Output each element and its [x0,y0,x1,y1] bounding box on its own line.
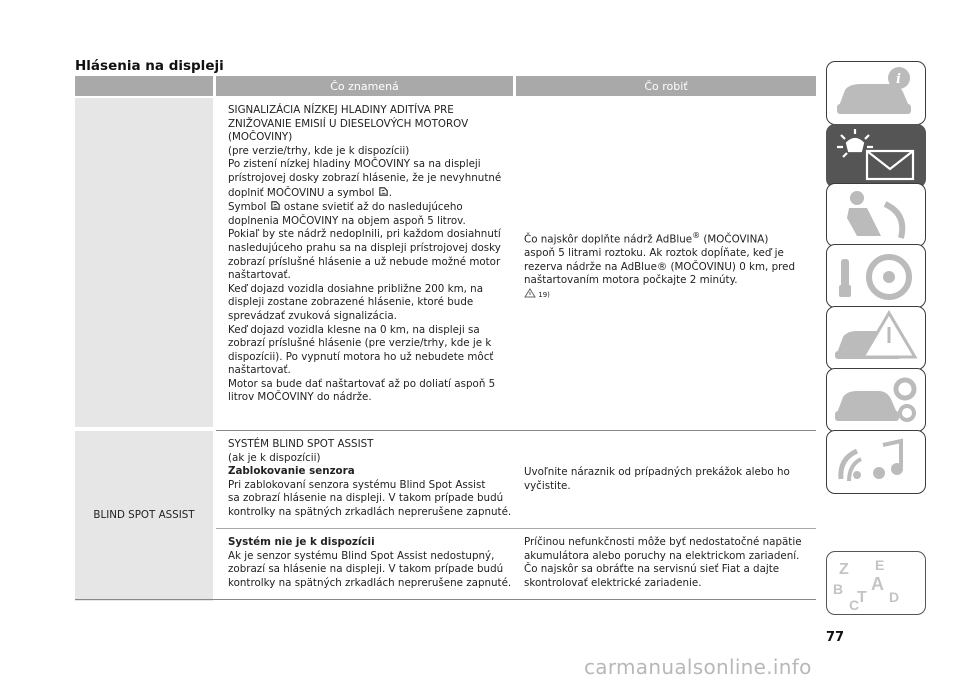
warning-reference: 19) [538,290,550,299]
row2-label: BLIND SPOT ASSIST [93,509,195,521]
row-divider [216,430,816,431]
multimedia-icon [827,431,925,493]
row3-action: Príčinou nefunkčnosti môže byť nedostatočné napätie akumulátora alebo poruchy na elektrickom zariadení. Čo najskôr sa obráťte na servisnú sieť Fiat a dajte skontrolovať elektrické zariadenie. [524,536,802,589]
seat-safety-icon [827,184,925,246]
steering-key-icon [827,245,925,307]
car-maintenance-icon [827,369,925,431]
subrow-divider [216,528,816,529]
tab-safety[interactable] [826,183,926,247]
header-action: Čo robiť [516,76,816,96]
row2-meaning: SYSTÉM BLIND SPOT ASSIST (ak je k dispozícii) Zablokovanie senzora Pri zablokovaní senzora systému Blind Spot Assist sa zobrazí hlásenie na displeji. V takom prípade budú kontrolky na spätných zrkadlách neprerušene zapnuté. [228,438,512,518]
row1-action: Čo najskôr doplňte nádrž AdBlue® (MOČOVINA) aspoň 5 litrami roztoku. Ak roztok dopĺňate, keď je rezerva nádrže na AdBlue® (MOČOVINU) 0 km, pred naštartovaním motora počkajte 2 minúty. 19) [524,231,795,299]
page-title: Hlásenia na displeji [75,58,224,74]
index-letter: T [857,589,867,606]
index-letter: E [875,557,885,573]
index-icon [827,552,925,614]
tab-maintenance[interactable] [826,368,926,432]
tab-warning-lights-messages[interactable] [826,124,926,188]
svg-text:i: i [896,72,901,87]
tab-multimedia[interactable] [826,430,926,494]
page-number: 77 [826,630,845,645]
urea-icon [270,200,281,211]
row1-meaning: SIGNALIZÁCIA NÍZKEJ HLADINY ADITÍVA PRE ZNIŽOVANIE EMISIÍ U DIESELOVÝCH MOTOROV (MOČOVINY) (pre verzie/trhy, kde je k dispozícii) Po zistení nízkej hladiny MOČOVINY sa na displeji prístrojovej dosky zobrazí hlásenie, že je nevyhnutné doplniť MOČOVINU a symbol . Symbol ostane svietiť až do nasledujúceho doplnenia MOČOVINY na objem aspoň 5 litrov. Pokiaľ by ste nádrž nedoplnili, pri každom dosiahnutí nasledujúceho prahu sa na displeji prístrojovej dosky zobrazí príslušné hlásenie a už nebude možné motor naštartovať. Keď dojazd vozidla dosiahne približne 200 km, na displeji zostane zobrazené hlásenie, ktoré bude sprevádzať zvuková signalizácia. Keď dojazd vozidla klesne na 0 km, na displeji sa zobrazí príslušné hlásenie (pre verzie/trhy, kde je k dispozícii). Po vypnutí motora ho už nebudete môcť naštartovať. Motor sa bude dať naštartovať až po doliatí aspoň 5 litrov MOČOVINY do nádrže. [228,104,502,404]
car-info-icon [827,62,925,124]
header-label-cell [75,76,213,96]
tab-starting-driving[interactable] [826,244,926,308]
index-letter: D [889,589,900,605]
header-meaning: Čo znamená [216,76,513,96]
tab-car-info[interactable] [826,61,926,125]
row3-meaning: Systém nie je k dispozícii Ak je senzor systému Blind Spot Assist nedostupný, zobrazí sa hlásenie na displeji. V takom prípade budú kontrolky na spätných zrkadlách neprerušene zapnuté. [228,536,512,589]
warning-light-message-icon [827,125,925,187]
tab-emergency[interactable] [826,306,926,370]
row2-action: Uvoľnite náraznik od prípadných prekážok alebo ho vyčistite. [524,466,790,492]
tab-index[interactable] [826,551,926,615]
row1-label-cell [75,98,213,427]
index-letter: C [849,597,860,613]
index-letter: A [871,574,884,594]
emergency-icon [827,307,925,369]
watermark: carmanualsonline.info [584,655,812,679]
table-bottom-line [75,599,816,600]
index-letter: B [833,581,844,597]
index-letter: Z [839,561,849,578]
urea-icon [378,186,389,197]
warning-triangle-icon [524,288,536,298]
